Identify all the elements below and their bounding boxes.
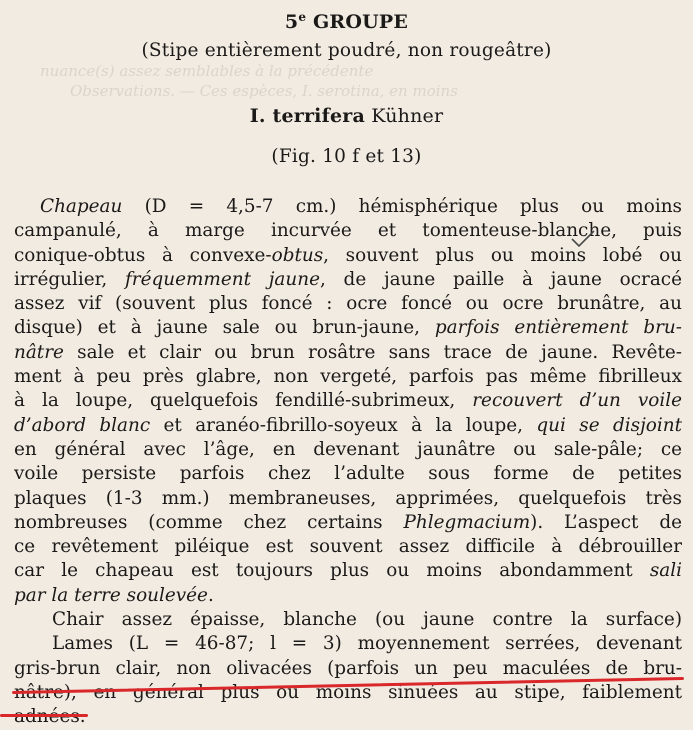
text-line [14,438,682,462]
bleed-through-text: nuance(s) assez semblables à la précédente [40,62,374,80]
text-line [14,535,682,559]
text-run: , souvent plus ou moins lobé ou [323,244,682,266]
italic-text: recouvert d’un voile [472,390,682,412]
italic-text: Phlegmacium [403,511,531,533]
text-run: . [207,584,214,606]
species-name: I. terrifera [249,105,365,127]
text-run: disque) et à jaune sale ou brun-jaune, [14,317,435,339]
text-run: irrégulier, [14,268,125,290]
text-run: ment à peu près glabre, non vergeté, parfois pas même fibrilleux [14,366,682,388]
red-pen-underline [0,714,88,717]
group-superscript: e [298,10,307,24]
text-run: (D = 4,5-7 cm.) hémisphérique plus ou moins [122,196,682,217]
text-line [14,365,682,389]
group-heading [0,10,693,33]
text-run: sale et clair ou brun rosâtre sans trace de jaune. Revête- [63,341,682,363]
text-run: ce revêtement piléique est souvent assez difficile à débrouiller [14,536,682,558]
italic-text: nâtre [14,341,64,363]
group-number: 5 [284,11,299,33]
text-run: à la loupe, quelquefois fendillé-subrimeux, [14,390,473,412]
text-line [14,559,682,583]
text-line [14,632,682,656]
text-line [14,341,682,365]
text-run: Chair assez épaisse, blanche (ou jaune contre la surface) [52,609,682,631]
text-run: plaques (1-3 mm.) membraneuses, apprimées, quelquefois très [14,487,682,509]
italic-text: sali [649,560,682,582]
text-run: nâtre), en général plus ou moins sinuées au stipe, faiblement [14,681,682,703]
italic-text: par la terre soulevée [14,584,208,606]
text-run: gris-brun clair, non olivacées (parfois un peu maculées de bru- [14,657,682,679]
pencil-check-mark-icon [570,229,596,249]
bleed-through-text: Observations. — Ces espèces, I. serotina, en moins [70,82,458,100]
text-run: nombreuses (comme chez certains [14,511,404,533]
text-line [14,389,682,413]
italic-text: fréquemment jaune [124,268,320,290]
text-line [14,462,682,486]
text-line [14,657,682,681]
text-run: campanulé, à marge incurvée et tomenteuse-blanche, puis [14,220,682,242]
text-line [14,705,682,729]
text-run: voile persiste parfois chez l’adulte sous forme de petites [14,463,682,485]
species-author: Kühner [371,105,444,127]
italic-text: qui se disjoint [536,414,682,436]
text-run: , de jaune paille à jaune ocracé [319,268,682,290]
group-word: GROUPE [312,11,409,33]
text-line [14,292,682,316]
group-subtitle: (Stipe entièrement poudré, non rougeâtre) [141,40,552,61]
text-line [14,195,682,219]
figure-reference: (Fig. 10 f et 13) [271,146,422,167]
text-line [14,414,682,438]
text-line [14,608,682,632]
text-run: ). L’aspect de [530,511,682,533]
text-run: car le chapeau est toujours plus ou moins abondamment [14,560,650,582]
text-line [14,584,682,608]
species-description [14,195,682,730]
species-heading [0,105,693,127]
italic-text: Chapeau [40,196,123,217]
text-run: conique-obtus à convexe- [14,244,272,266]
italic-text: obtus [271,244,324,266]
italic-text: d’abord blanc [14,414,151,436]
text-line [14,268,682,292]
text-line [14,316,682,340]
text-line [14,487,682,511]
text-run: assez vif (souvent plus foncé : ocre foncé ou ocre brunâtre, au [14,293,682,315]
text-run: Lames (L = 46-87; l = 3) moyennement serrées, devenant [52,633,682,655]
italic-text: parfois entièrement bru- [434,317,682,339]
text-run: et aranéo-fibrillo-soyeux à la loupe, [150,414,537,436]
text-line [14,511,682,535]
text-run: en général avec l’âge, en devenant jaunâtre ou sale-pâle; ce [14,438,682,460]
